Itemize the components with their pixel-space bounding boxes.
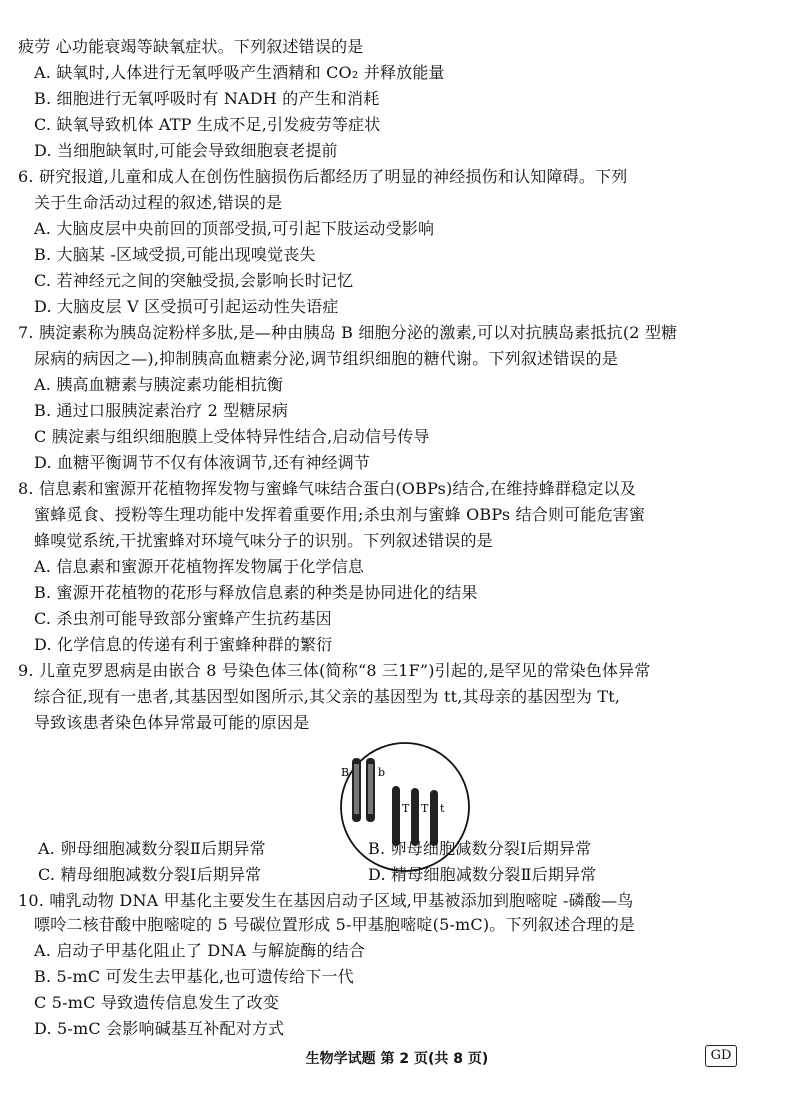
q8-option-c: C. 杀虫剂可能导致部分蜜蜂产生抗药基因 [34,609,332,628]
q10-stem-line1: 10. 哺乳动物 DNA 甲基化主要发生在基因启动子区域,甲基被添加到胞嘧啶 -磷酸—鸟 [18,891,634,910]
q6-stem-line1: 6. 研究报道,儿童和成人在创伤性脑损伤后都经历了明显的神经损伤和认知障碍。下列 [18,167,628,186]
gene-label-T2: T [421,802,429,815]
page-footer: 生物学试题 第 2 页(共 8 页) [305,1051,489,1067]
q5-option-c: C. 缺氧导致机体 ATP 生成不足,引发疲劳等症状 [34,115,381,134]
q6-stem-line2: 关于生命活动过程的叙述,错误的是 [34,193,283,212]
q8-option-a: A. 信息素和蜜源开花植物挥发物属于化学信息 [34,557,365,576]
q10-stem-line2: 嘌呤二核苷酸中胞嘧啶的 5 号碳位置形成 5-甲基胞嘧啶(5-mC)。下列叙述合理的是 [34,915,636,934]
q6-option-a: A. 大脑皮层中央前回的顶部受损,可引起下肢运动受影响 [34,219,435,238]
q8-stem-line2: 蜜蜂觅食、授粉等生理功能中发挥着重要作用;杀虫剂与蜜蜂 OBPs 结合则可能危害蜜 [34,505,646,524]
q10-option-a: A. 启动子甲基化阻止了 DNA 与解旋酶的结合 [34,941,366,960]
q8-stem-line3: 蜂嗅觉系统,干扰蜜蜂对环境气味分子的识别。下列叙述错误的是 [34,531,493,550]
q6-option-c: C. 若神经元之间的突触受损,会影响长时记忆 [34,271,354,290]
chromosome-b1-band [354,764,359,814]
q7-stem-line2: 尿病的病因之—),抑制胰高血糖素分泌,调节组织细胞的糖代谢。下列叙述错误的是 [34,349,619,368]
q9-option-c: C. 精母细胞减数分裂Ⅰ后期异常 [38,865,262,884]
q9-stem-line3: 导致该患者染色体异常最可能的原因是 [34,713,310,732]
q7-stem-line1: 7. 胰淀素称为胰岛淀粉样多肽,是—种由胰岛 B 细胞分泌的激素,可以对抗胰岛素抵抗(2 型糖 [18,323,678,342]
q9-option-b: B. 卵母细胞减数分裂Ⅰ后期异常 [368,839,592,858]
q8-stem-line1: 8. 信息素和蜜源开花植物挥发物与蜜蜂气味结合蛋白(OBPs)结合,在维持蜂群稳定以及 [18,479,636,498]
q9-option-a: A. 卵母细胞减数分裂Ⅱ后期异常 [38,839,266,858]
q7-option-b: B. 通过口服胰淀素治疗 2 型糖尿病 [34,401,289,420]
q5-option-a: A. 缺氧时,人体进行无氧呼吸产生酒精和 CO₂ 并释放能量 [34,63,445,82]
q9-stem-line1: 9. 儿童克罗恩病是由嵌合 8 号染色体三体(简称“8 三1F”)引起的,是罕见的常染色体异常 [18,661,651,680]
gene-label-B: B [341,766,350,779]
q8-option-d: D. 化学信息的传递有利于蜜蜂种群的繁衍 [34,635,333,654]
chromosome-b2-band [368,764,373,814]
q6-option-d: D. 大脑皮层 V 区受损可引起运动性失语症 [34,297,339,316]
q5-option-b: B. 细胞进行无氧呼吸时有 NADH 的产生和消耗 [34,89,380,108]
q10-option-c: C 5-mC 导致遗传信息发生了改变 [34,993,280,1012]
gene-label-T1: T [402,802,410,815]
gene-label-b: b [378,766,386,779]
q9-option-d: D. 精母细胞减数分裂Ⅱ后期异常 [368,865,597,884]
q7-option-c: C 胰淀素与组织细胞膜上受体特异性结合,启动信号传导 [34,427,430,446]
q6-option-b: B. 大脑某 -区域受损,可能出现嗅觉丧失 [34,245,316,264]
q8-option-b: B. 蜜源开花植物的花形与释放信息素的种类是协同进化的结果 [34,583,478,602]
q7-option-a: A. 胰高血糖素与胰淀素功能相抗衡 [34,375,284,394]
gd-badge: GD [705,1045,737,1067]
q10-option-d: D. 5-mC 会影响碱基互补配对方式 [34,1019,285,1038]
q9-stem-line2: 综合征,现有一患者,其基因型如图所示,其父亲的基因型为 tt,其母亲的基因型为 Tt, [34,687,621,706]
q5-option-d: D. 当细胞缺氧时,可能会导致细胞衰老提前 [34,141,338,160]
q7-option-d: D. 血糖平衡调节不仅有体液调节,还有神经调节 [34,453,371,472]
q10-option-b: B. 5-mC 可发生去甲基化,也可遗传给下一代 [34,967,354,986]
q5-text: 疲劳 心功能衰竭等缺氧症状。下列叙述错误的是 [18,37,364,56]
chromosome-t1 [392,786,400,846]
gene-label-t: t [440,802,445,815]
